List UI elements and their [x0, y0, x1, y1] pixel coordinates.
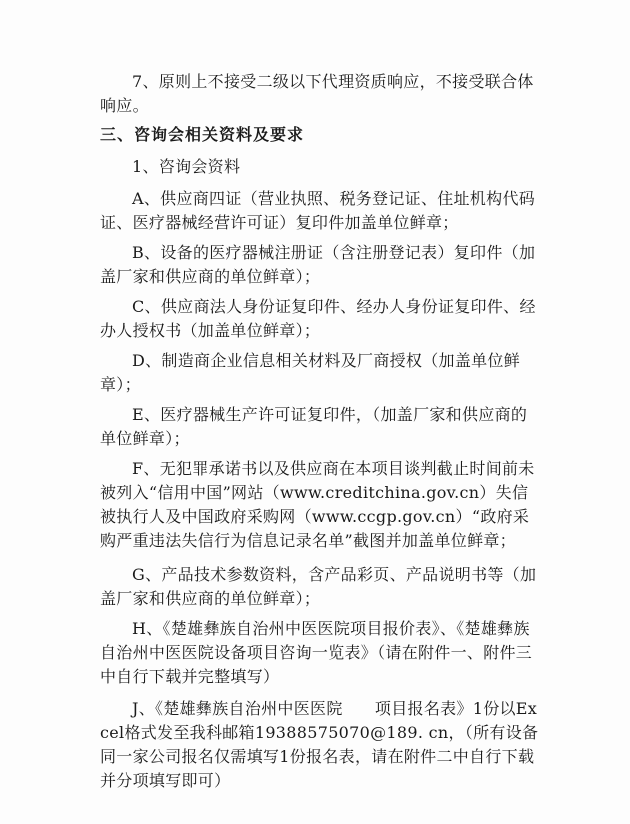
paragraph-7-no-agency: 7、原则上不接受二级以下代理资质响应，不接受联合体响应。	[100, 72, 534, 115]
item-d: D、制造商企业信息相关材料及厂商授权（加盖单位鲜章）；	[100, 351, 521, 394]
item-a: A、供应商四证（营业执照、税务登记证、住址机构代码证、医疗器械经营许可证）复印件加盖单位鲜章；	[100, 189, 536, 232]
item-c: C、供应商法人身份证复印件、经办人身份证复印件、经办人授权书（加盖单位鲜章）；	[100, 297, 536, 340]
item-j: J、《楚雄彝族自治州中医医院 项目报名表》1份以Excel格式发至我科邮箱19388575070@189. cn，（所有设备同一家公司报名仅需填写1份报名表，请在附件二中自行下载并分项填写即可）	[100, 699, 539, 790]
subsection-1-heading: 1、咨询会资料	[132, 157, 241, 176]
item-g: G、产品技术参数资料，含产品彩页、产品说明书等（加盖厂家和供应商的单位鲜章）；	[100, 565, 537, 608]
item-b: B、设备的医疗器械注册证（含注册登记表）复印件（加盖厂家和供应商的单位鲜章）；	[100, 243, 536, 286]
item-e: E、医疗器械生产许可证复印件，（加盖厂家和供应商的单位鲜章）；	[100, 405, 528, 448]
section-heading-3: 三、咨询会相关资料及要求	[100, 125, 305, 144]
item-f: F、无犯罪承诺书以及供应商在本项目谈判截止时间前未被列入“信用中国”网站（www.creditchina.gov.cn）失信被执行人及中国政府采购网（www.ccgp.gov.cn）“政府采购严重违法失信行为信息记录名单”截图并加盖单位鲜章；	[100, 459, 535, 550]
item-h: H、《楚雄彝族自治州中医医院项目报价表》、《楚雄彝族自治州中医医院设备项目咨询一览表》（请在附件一、附件三中自行下载并完整填写）	[100, 619, 533, 686]
